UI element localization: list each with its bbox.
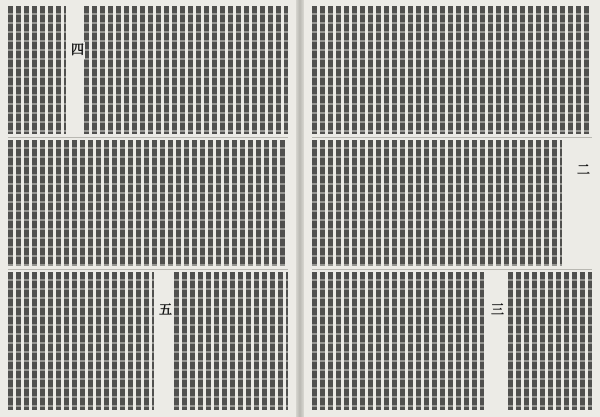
right-top-band (312, 6, 592, 134)
section-heading-five: 五 (159, 303, 173, 318)
body-text (508, 272, 592, 410)
body-text (312, 272, 484, 410)
body-text (312, 6, 592, 134)
band-divider (8, 269, 288, 270)
body-text (312, 140, 562, 266)
left-middle-band (8, 140, 288, 266)
band-divider (8, 137, 288, 138)
body-text (8, 272, 154, 410)
body-text (8, 140, 288, 266)
section-heading-four: 四 (71, 43, 85, 58)
body-text (174, 272, 288, 410)
band-divider (312, 137, 592, 138)
section-heading-two: 二 (577, 163, 591, 178)
right-middle-band (312, 140, 592, 266)
body-text (8, 6, 66, 134)
left-page (0, 0, 296, 417)
left-top-band (8, 6, 288, 134)
book-gutter (296, 0, 304, 417)
right-page (304, 0, 600, 417)
section-heading-three: 三 (491, 303, 505, 318)
body-text (84, 6, 288, 134)
right-bottom-band (312, 272, 592, 410)
left-bottom-band (8, 272, 288, 410)
band-divider (312, 269, 592, 270)
